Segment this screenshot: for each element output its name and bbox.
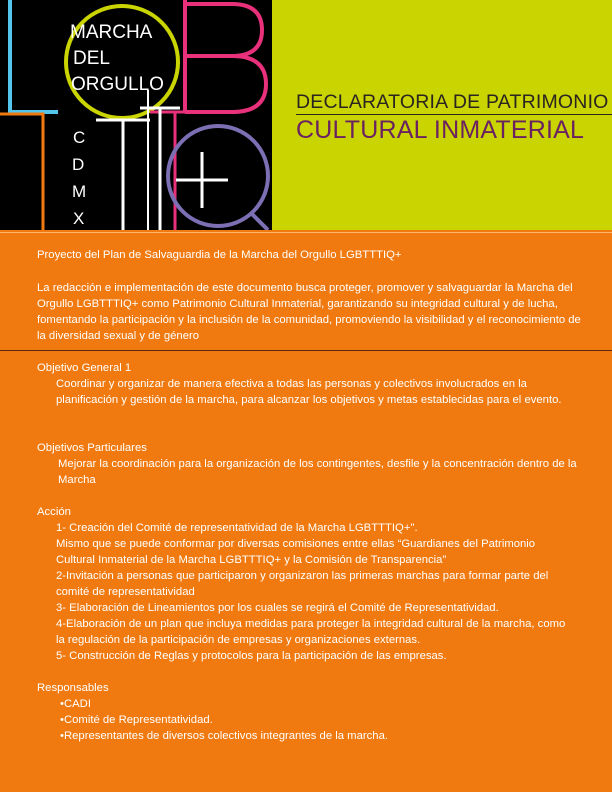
top-divider <box>0 232 612 233</box>
responsables-list <box>60 696 540 744</box>
objetivos-particulares-text: Mejorar la coordinación para la organización de los contingentes, desfile y la concentración dentro de la Marcha <box>58 458 577 486</box>
logo-letter-x: X <box>73 209 85 228</box>
logo-letter-m: M <box>72 182 87 201</box>
accion-item: 2-Invitación a personas que participaron y organizaron las primeras marchas para formar parte del comité de representatividad <box>56 570 549 598</box>
responsables-heading: Responsables <box>37 682 109 694</box>
logo-letter-q <box>168 126 268 226</box>
document-body <box>0 230 612 792</box>
logo-graphic <box>0 0 272 230</box>
logo-letter-t1 <box>96 120 150 230</box>
logo-letter-c: C <box>73 128 86 147</box>
responsable-item: • Representantes de diversos colectivos integrantes de la marcha. <box>60 728 540 744</box>
accion-item: 1- Creación del Comité de representatividad de la Marcha LGBTTTIQ+". <box>56 522 418 534</box>
title-divider <box>296 114 612 115</box>
logo-letter-b <box>185 0 266 112</box>
title-line-2: CULTURAL INMATERIAL <box>296 116 585 144</box>
declaration-title-panel <box>272 0 612 230</box>
objetivo-general-text: Coordinar y organizar de manera efectiva a todas las personas y colectivos involucrados en la planificación y gestión de la marcha, para alcanzar los objetivos y metas establecidas para el evento. <box>56 378 562 406</box>
objetivos-particulares-heading: Objetivos Particulares <box>37 442 147 454</box>
accion-list <box>56 520 576 664</box>
accion-item: 4-Elaboración de un plan que incluya medidas para proteger la integridad cultural de la marcha, como la regulación de la participación de empresas y organizaciones externas. <box>56 618 566 646</box>
march-logo <box>0 0 272 230</box>
responsable-item: • CADI <box>60 696 540 712</box>
accion-item: 3- Elaboración de Lineamientos por los cuales se regirá el Comité de Representatividad. <box>56 602 499 614</box>
logo-letter-t2 <box>150 112 200 230</box>
accion-item: Mismo que se puede conformar por diversas comisiones entre ellas “Guardianes del Patrimonio Cultural Inmaterial de la Marcha LGBTTTIQ+ y la Comisión de Transparencia” <box>56 538 536 566</box>
logo-word-del: DEL <box>73 48 110 69</box>
title-line-1: DECLARATORIA DE PATRIMONIO <box>296 91 609 113</box>
logo-q-tail <box>250 212 268 230</box>
logo-word-orgullo: ORGULLO <box>71 74 164 95</box>
section-divider <box>0 350 612 351</box>
project-title: Proyecto del Plan de Salvaguardia de la Marcha del Orgullo LGBTTTIQ+ <box>37 249 402 261</box>
objetivo-general-heading: Objetivo General 1 <box>37 362 132 374</box>
accion-item: 5- Construcción de Reglas y protocolos para la participación de las empresas. <box>56 650 447 662</box>
logo-plus <box>176 152 228 208</box>
responsable-item: • Comité de Representatividad. <box>60 712 540 728</box>
logo-letter-l <box>10 0 58 112</box>
logo-letter-d: D <box>72 155 85 174</box>
logo-word-marcha: MARCHA <box>70 22 153 43</box>
intro-paragraph: La redacción e implementación de este documento busca proteger, promover y salvaguardar la Marcha del Orgullo LGBTTTIQ+ como Patrimonio Cultural Inmaterial, garantizando su integridad cultural y de lucha, fomentando la participación y la inclusión de la comunidad, promoviendo la visibilidad y el reconocimiento de la diversidad sexual y de género <box>37 282 581 342</box>
logo-orange-line <box>0 114 43 230</box>
accion-heading: Acción <box>37 506 71 518</box>
